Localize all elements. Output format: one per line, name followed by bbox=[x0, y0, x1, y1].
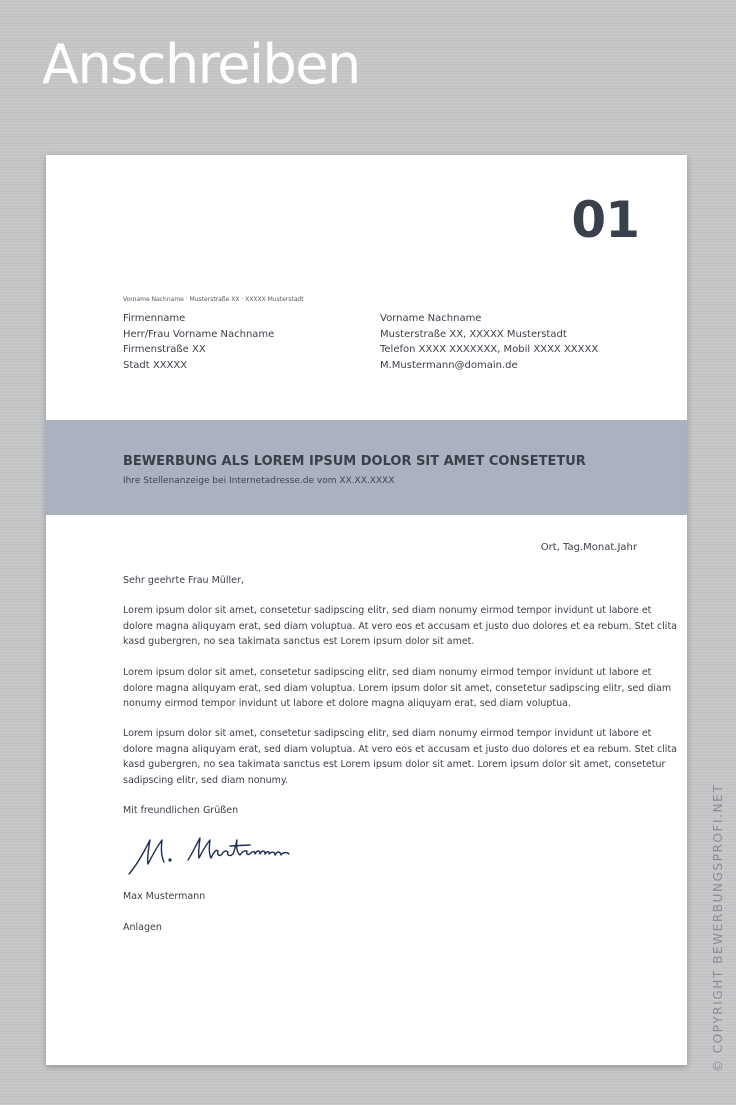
recipient-address bbox=[123, 311, 274, 373]
page-number: 01 bbox=[571, 191, 639, 249]
signer-name: Max Mustermann bbox=[123, 891, 206, 902]
sender-email: M.Mustermann@domain.de bbox=[380, 359, 518, 371]
date-line: Ort, Tag.Monat.Jahr bbox=[540, 542, 637, 553]
sender-name: Vorname Nachname bbox=[380, 313, 482, 324]
closing-phrase: Mit freundlichen Grüßen bbox=[123, 805, 239, 816]
salutation: Sehr geehrte Frau Müller, bbox=[123, 575, 244, 586]
attachments-label: Anlagen bbox=[123, 922, 162, 933]
recipient-city: Stadt XXXXX bbox=[123, 359, 188, 371]
paragraph-line: dolore magna aliquyam erat, sed diam voluptua. At vero eos et accusam et justo duo dolores et ea rebum. Stet clita bbox=[123, 620, 677, 632]
subject-band bbox=[46, 420, 687, 515]
sender-address bbox=[380, 311, 598, 373]
handwritten-signature bbox=[126, 830, 336, 880]
paragraph-line: Lorem ipsum dolor sit amet, consetetur sadipscing elitr, sed diam nonumy eirmod tempor invidunt ut labore et bbox=[123, 667, 652, 678]
sender-street: Musterstraße XX, XXXXX Musterstadt bbox=[380, 328, 567, 340]
subject-reference: Ihre Stellenanzeige bei Internetadresse.de vom XX.XX.XXXX bbox=[123, 476, 395, 486]
return-address-line: Vorname Nachname · Musterstraße XX · XXXXX Musterstadt bbox=[123, 296, 304, 303]
body-paragraph-2 bbox=[123, 665, 671, 712]
cover-letter-page bbox=[46, 155, 687, 1065]
recipient-street: Firmenstraße XX bbox=[123, 344, 206, 355]
paragraph-line: dolore magna aliquyam erat, sed diam voluptua. At vero eos et accusam et justo duo dolores et ea rebum. Stet clita bbox=[123, 743, 677, 755]
paragraph-line: sadipscing elitr, sed diam nonumy. bbox=[123, 774, 289, 786]
sender-phone: Telefon XXXX XXXXXXX, Mobil XXXX XXXXX bbox=[380, 344, 599, 355]
recipient-company: Firmenname bbox=[123, 313, 186, 324]
recipient-contact: Herr/Frau Vorname Nachname bbox=[123, 328, 275, 340]
paragraph-line: Lorem ipsum dolor sit amet, consetetur sadipscing elitr, sed diam nonumy eirmod tempor invidunt ut labore et bbox=[123, 605, 652, 616]
paragraph-line: dolore magna aliquyam erat, sed diam voluptua. Lorem ipsum dolor sit amet, consetetur sadipscing elitr, sed diam bbox=[123, 682, 672, 694]
page-heading: Anschreiben bbox=[42, 33, 360, 96]
copyright-notice: © COPYRIGHT BEWERBUNGSPROFI.NET bbox=[711, 783, 725, 1073]
paragraph-line: kasd gubergren, no sea takimata sanctus est Lorem ipsum dolor sit amet. Lorem ipsum dolor sit amet, consetetur bbox=[123, 759, 666, 771]
body-paragraph-1 bbox=[123, 603, 677, 650]
paragraph-line: Lorem ipsum dolor sit amet, consetetur sadipscing elitr, sed diam nonumy eirmod tempor invidunt ut labore et bbox=[123, 728, 652, 739]
body-paragraph-3 bbox=[123, 726, 677, 788]
paragraph-line: nonumy eirmod tempor invidunt ut labore et dolore magna aliquyam erat, sed diam voluptua. bbox=[123, 698, 572, 710]
subject-title: BEWERBUNG ALS LOREM IPSUM DOLOR SIT AMET CONSETETUR bbox=[123, 454, 586, 469]
paragraph-line: kasd gubergren, no sea takimata sanctus est Lorem ipsum dolor sit amet. bbox=[123, 636, 475, 648]
